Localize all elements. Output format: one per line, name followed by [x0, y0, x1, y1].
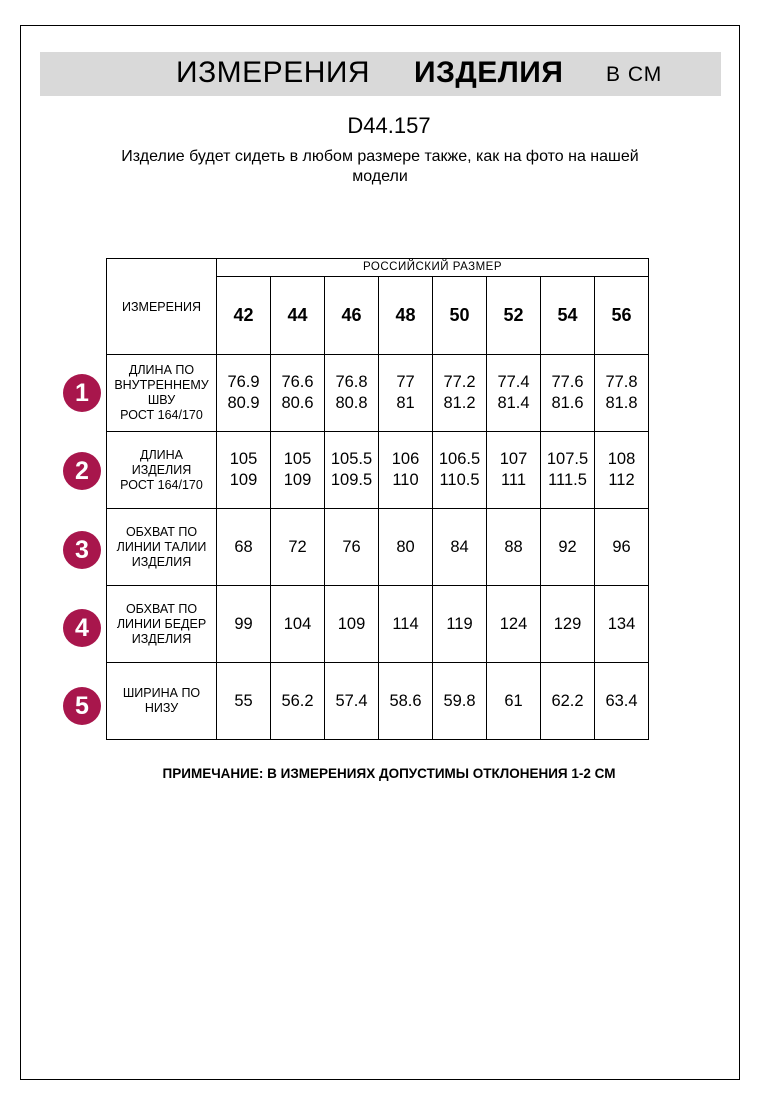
value-cell [595, 663, 649, 740]
value: 77.8 [605, 373, 638, 391]
value: 109 [337, 614, 366, 633]
table-row [107, 432, 649, 509]
value-cell [325, 509, 379, 586]
value-cell [379, 509, 433, 586]
table-row [107, 586, 649, 663]
row-label-line: ОБХВАТ ПО [125, 524, 198, 539]
value: 106 [391, 450, 420, 468]
title-measurements: ИЗМЕРЕНИЯ [176, 56, 371, 89]
value: 107 [499, 450, 528, 468]
value: 58.6 [389, 691, 422, 710]
size-header: 52 [487, 277, 541, 355]
value: 80 [396, 537, 415, 556]
value-cell [487, 586, 541, 663]
size-table [106, 258, 649, 740]
value: 77.6 [551, 373, 584, 391]
row-label-line: ШВУ [147, 393, 176, 407]
table-row [107, 509, 649, 586]
size-header: 44 [271, 277, 325, 355]
row-label-line: ЛИНИИ ТАЛИИ [116, 539, 207, 554]
value: 72 [288, 537, 307, 556]
row-label-line: ДЛИНА ПО [128, 363, 195, 377]
value: 81 [396, 394, 415, 412]
title-item: ИЗДЕЛИЯ [414, 56, 564, 89]
row-number-badge: 5 [63, 687, 101, 725]
row-label [107, 586, 217, 663]
value: 81.2 [443, 394, 476, 412]
value: 55 [234, 691, 253, 710]
value: 129 [553, 614, 582, 633]
value: 92 [558, 537, 577, 556]
value-cell [379, 663, 433, 740]
value-cell [379, 586, 433, 663]
value: 81.8 [605, 394, 638, 412]
value: 110.5 [439, 471, 480, 489]
value: 76.6 [281, 373, 314, 391]
value: 84 [450, 537, 469, 556]
value-cell [487, 432, 541, 509]
row-label-line: ИЗДЕЛИЯ [131, 631, 192, 646]
value: 99 [234, 614, 253, 633]
value: 77.4 [497, 373, 530, 391]
value: 56.2 [281, 691, 314, 710]
value: 108 [607, 450, 636, 468]
row-label-line: ЛИНИИ БЕДЕР [116, 616, 207, 631]
value: 68 [234, 537, 253, 556]
value: 81.4 [497, 394, 530, 412]
value: 111 [500, 471, 527, 489]
value-cell [433, 355, 487, 432]
value: 112 [608, 471, 635, 489]
value-cell [271, 586, 325, 663]
value: 106.5 [438, 450, 481, 468]
value-cell [433, 432, 487, 509]
table-row [107, 355, 649, 432]
row-label-line: РОСТ 164/170 [120, 408, 203, 422]
value-cell [325, 355, 379, 432]
value: 76.8 [335, 373, 368, 391]
value: 63.4 [605, 691, 638, 710]
value-cell [595, 586, 649, 663]
row-label [107, 663, 217, 740]
value-cell [271, 509, 325, 586]
value-cell [433, 586, 487, 663]
size-header: 48 [379, 277, 433, 355]
value: 111.5 [548, 471, 587, 489]
row-label-line: ДЛИНА [139, 447, 184, 462]
value: 76 [342, 537, 361, 556]
row-label-line: ВНУТРЕННЕМУ [114, 378, 209, 392]
value: 77 [396, 373, 415, 391]
value: 105.5 [330, 450, 373, 468]
size-header: 50 [433, 277, 487, 355]
row-number-badge: 3 [63, 531, 101, 569]
size-header: 46 [325, 277, 379, 355]
row-label [107, 355, 217, 432]
row-label-line: РОСТ 164/170 [120, 477, 203, 492]
row-label-line: ИЗДЕЛИЯ [131, 462, 192, 477]
value: 134 [607, 614, 636, 633]
value: 96 [612, 537, 631, 556]
title-unit: В СМ [606, 63, 663, 86]
row-label [107, 509, 217, 586]
size-header: 54 [541, 277, 595, 355]
value: 109 [229, 471, 258, 489]
value: 109.5 [330, 471, 373, 489]
row-label-line: ИЗДЕЛИЯ [131, 554, 192, 569]
group-header: РОССИЙСКИЙ РАЗМЕР [217, 259, 649, 277]
value-cell [595, 432, 649, 509]
value: 88 [504, 537, 523, 556]
value: 81.6 [551, 394, 584, 412]
value: 62.2 [551, 691, 584, 710]
value: 104 [283, 614, 312, 633]
value-cell [325, 663, 379, 740]
value: 110 [392, 471, 419, 489]
value: 76.9 [227, 373, 260, 391]
value: 59.8 [443, 691, 476, 710]
value-cell [379, 432, 433, 509]
row-number-badge: 1 [63, 374, 101, 412]
value-cell [433, 663, 487, 740]
row-label [107, 432, 217, 509]
value-cell [541, 432, 595, 509]
row-label-line: ШИРИНА ПО [122, 686, 201, 700]
size-header: 42 [217, 277, 271, 355]
table-row [107, 663, 649, 740]
row-label-line: ОБХВАТ ПО [125, 601, 198, 616]
value-cell [595, 355, 649, 432]
row-number-badge: 2 [63, 452, 101, 490]
size-header: 56 [595, 277, 649, 355]
value-cell [271, 355, 325, 432]
value: 114 [392, 614, 419, 633]
fit-note: Изделие будет сидеть в любом размере также, как на фото на нашей модели [121, 148, 639, 185]
value: 105 [229, 450, 258, 468]
value-cell [541, 509, 595, 586]
value-cell [325, 432, 379, 509]
value-cell [487, 663, 541, 740]
value-cell [217, 586, 271, 663]
value: 124 [499, 614, 528, 633]
value-cell [487, 355, 541, 432]
value: 61 [504, 691, 523, 710]
value-cell [217, 509, 271, 586]
value: 57.4 [335, 691, 368, 710]
value: 119 [446, 614, 473, 633]
value: 80.8 [335, 394, 368, 412]
footnote: ПРИМЕЧАНИЕ: В ИЗМЕРЕНИЯХ ДОПУСТИМЫ ОТКЛОНЕНИЯ 1-2 СМ [162, 766, 616, 781]
value-cell [433, 509, 487, 586]
row-number-badge: 4 [63, 609, 101, 647]
value-cell [271, 663, 325, 740]
value-cell [595, 509, 649, 586]
row-label-line: НИЗУ [144, 701, 179, 715]
value-cell [217, 355, 271, 432]
corner-label: ИЗМЕРЕНИЯ [107, 259, 217, 355]
value: 105 [283, 450, 312, 468]
value: 80.6 [281, 394, 314, 412]
value: 77.2 [443, 373, 476, 391]
value: 80.9 [227, 394, 260, 412]
value-cell [487, 509, 541, 586]
value: 109 [283, 471, 312, 489]
value-cell [541, 586, 595, 663]
value-cell [217, 663, 271, 740]
value-cell [271, 432, 325, 509]
value-cell [379, 355, 433, 432]
value: 107.5 [546, 450, 589, 468]
product-code: D44.157 [347, 113, 431, 138]
value-cell [325, 586, 379, 663]
value-cell [217, 432, 271, 509]
value-cell [541, 355, 595, 432]
value-cell [541, 663, 595, 740]
